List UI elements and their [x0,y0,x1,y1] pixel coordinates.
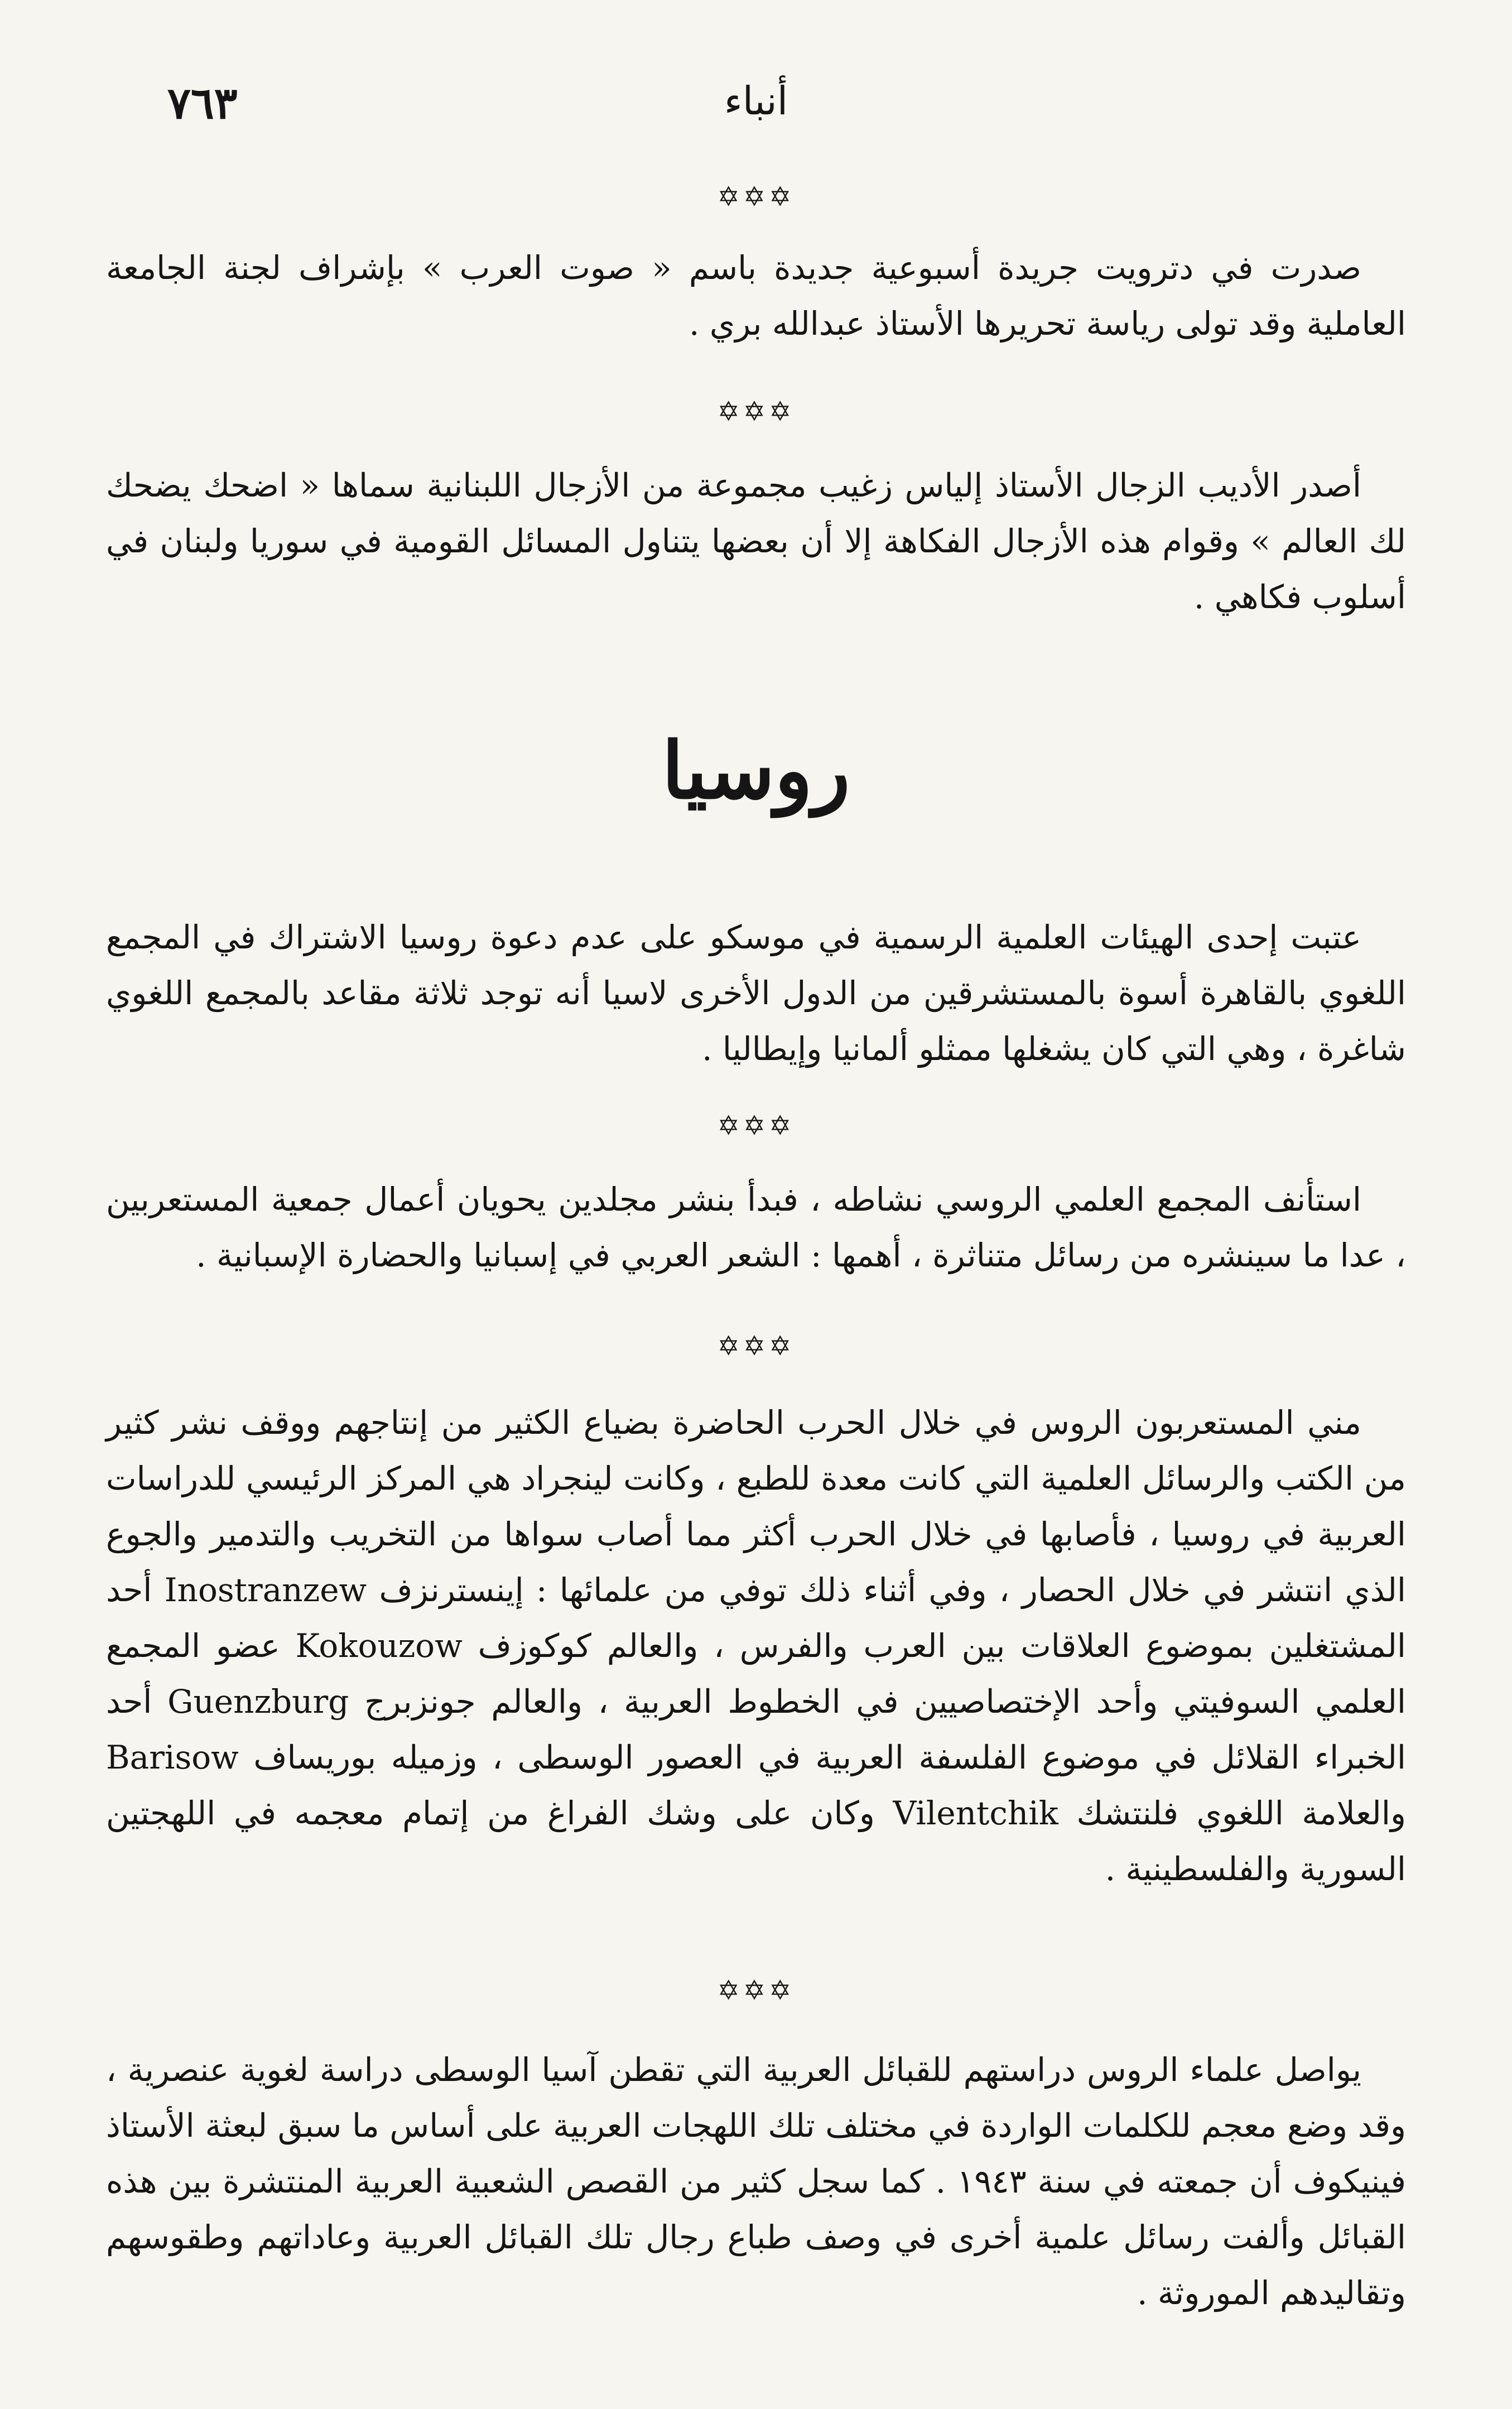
section-divider-star-icon: ✡✡✡ [717,396,795,427]
news-item-moscow-academy: عتبت إحدى الهيئات العلمية الرسمية في موسكو على عدم دعوة روسيا الاشتراك في المجمع اللغوي بالقاهرة أسوة بالمستشرقين من الدول الأخرى لاسيا أنه توجد ثلاثة مقاعد بالمجمع اللغوي شاغرة ، وهي التي كان يشغلها ممثلو ألمانيا وإيطاليا . [106,918,1406,1068]
section-title-russia: روسيا [662,725,850,817]
page-title: أنباء [724,78,788,124]
news-item-central-asia-tribes: يواصل علماء الروس دراستهم للقبائل العربية التي تقطن آسيا الوسطى دراسة لغوية عنصرية ، وقد وضع معجم للكلمات الواردة في مختلف تلك اللهجات العربية على أساس ما سبق لبعثة الأستاذ فينيكوف أن جمعته في سنة ١٩٤٣ . كما سجل كثير من القصص الشعبية العربية المنتشرة بين هذه القبائل وألفت رسائل علمية أخرى في وصف طباع رجال تلك القبائل العربية وعاداتهم وطقوسهم وتقاليدهم الموروثة . [106,2051,1406,2312]
news-item-zajal-collection: أصدر الأديب الزجال الأستاذ إلياس زغيب مجموعة من الأزجال اللبنانية سماها « اضحك يضحك لك العالم » وقوام هذه الأزجال الفكاهة إلا أن بعضها يتناول المسائل القومية في سوريا ولبنان في أسلوب فكاهي . [106,466,1406,616]
page [106,56,1406,2354]
section-divider-star-icon: ✡✡✡ [717,1331,795,1362]
news-item-war-losses: مني المستعربون الروس في خلال الحرب الحاضرة بضياع الكثير من إنتاجهم ووقف نشر كثير من الكتب والرسائل العلمية التي كانت معدة للطبع ، وكانت لينجراد هي المركز الرئيسي للدراسات العربية في روسيا ، فأصابها في خلال الحرب أكثر مما أصاب سواها من التخريب والتدمير والجوع الذي انتشر في خلال الحصار ، وفي أثناء ذلك توفي من علمائها : إينسترنزف Inostranzew أحد المشتغلين بموضوع العلاقات بين العرب والفرس ، والعالم كوكوزف Kokouzow عضو المجمع العلمي السوفيتي وأحد الإختصاصيين في الخطوط العربية ، والعالم جونزبرج Guenzburg أحد الخبراء القلائل في موضوع الفلسفة العربية في العصور الوسطى ، وزميله بوريساف Barisow والعلامة اللغوي فلنتشك Vilentchik وكان على وشك الفراغ من إتمام معجمه في اللهجتين السورية والفلسطينية . [106,1404,1406,1888]
news-item-russian-academy: استأنف المجمع العلمي الروسي نشاطه ، فبدأ بنشر مجلدين يحويان أعمال جمعية المستعربين ، عدا ما سينشره من رسائل متناثرة ، أهمها : الشعر العربي في إسبانيا والحضارة الإسبانية . [106,1181,1406,1274]
section-divider-star-icon: ✡✡✡ [717,1975,795,2006]
running-head [106,73,1406,134]
section-divider-star-icon: ✡✡✡ [717,1110,795,1141]
page-number: ٧٦٣ [167,78,238,129]
news-item-detroit-newspaper: صدرت في دترويت جريدة أسبوعية جديدة باسم « صوت العرب » بإشراف لجنة الجامعة العاملية وقد تولى رياسة تحريرها الأستاذ عبدالله بري . [106,249,1406,343]
section-divider-star-icon: ✡✡✡ [717,181,795,213]
